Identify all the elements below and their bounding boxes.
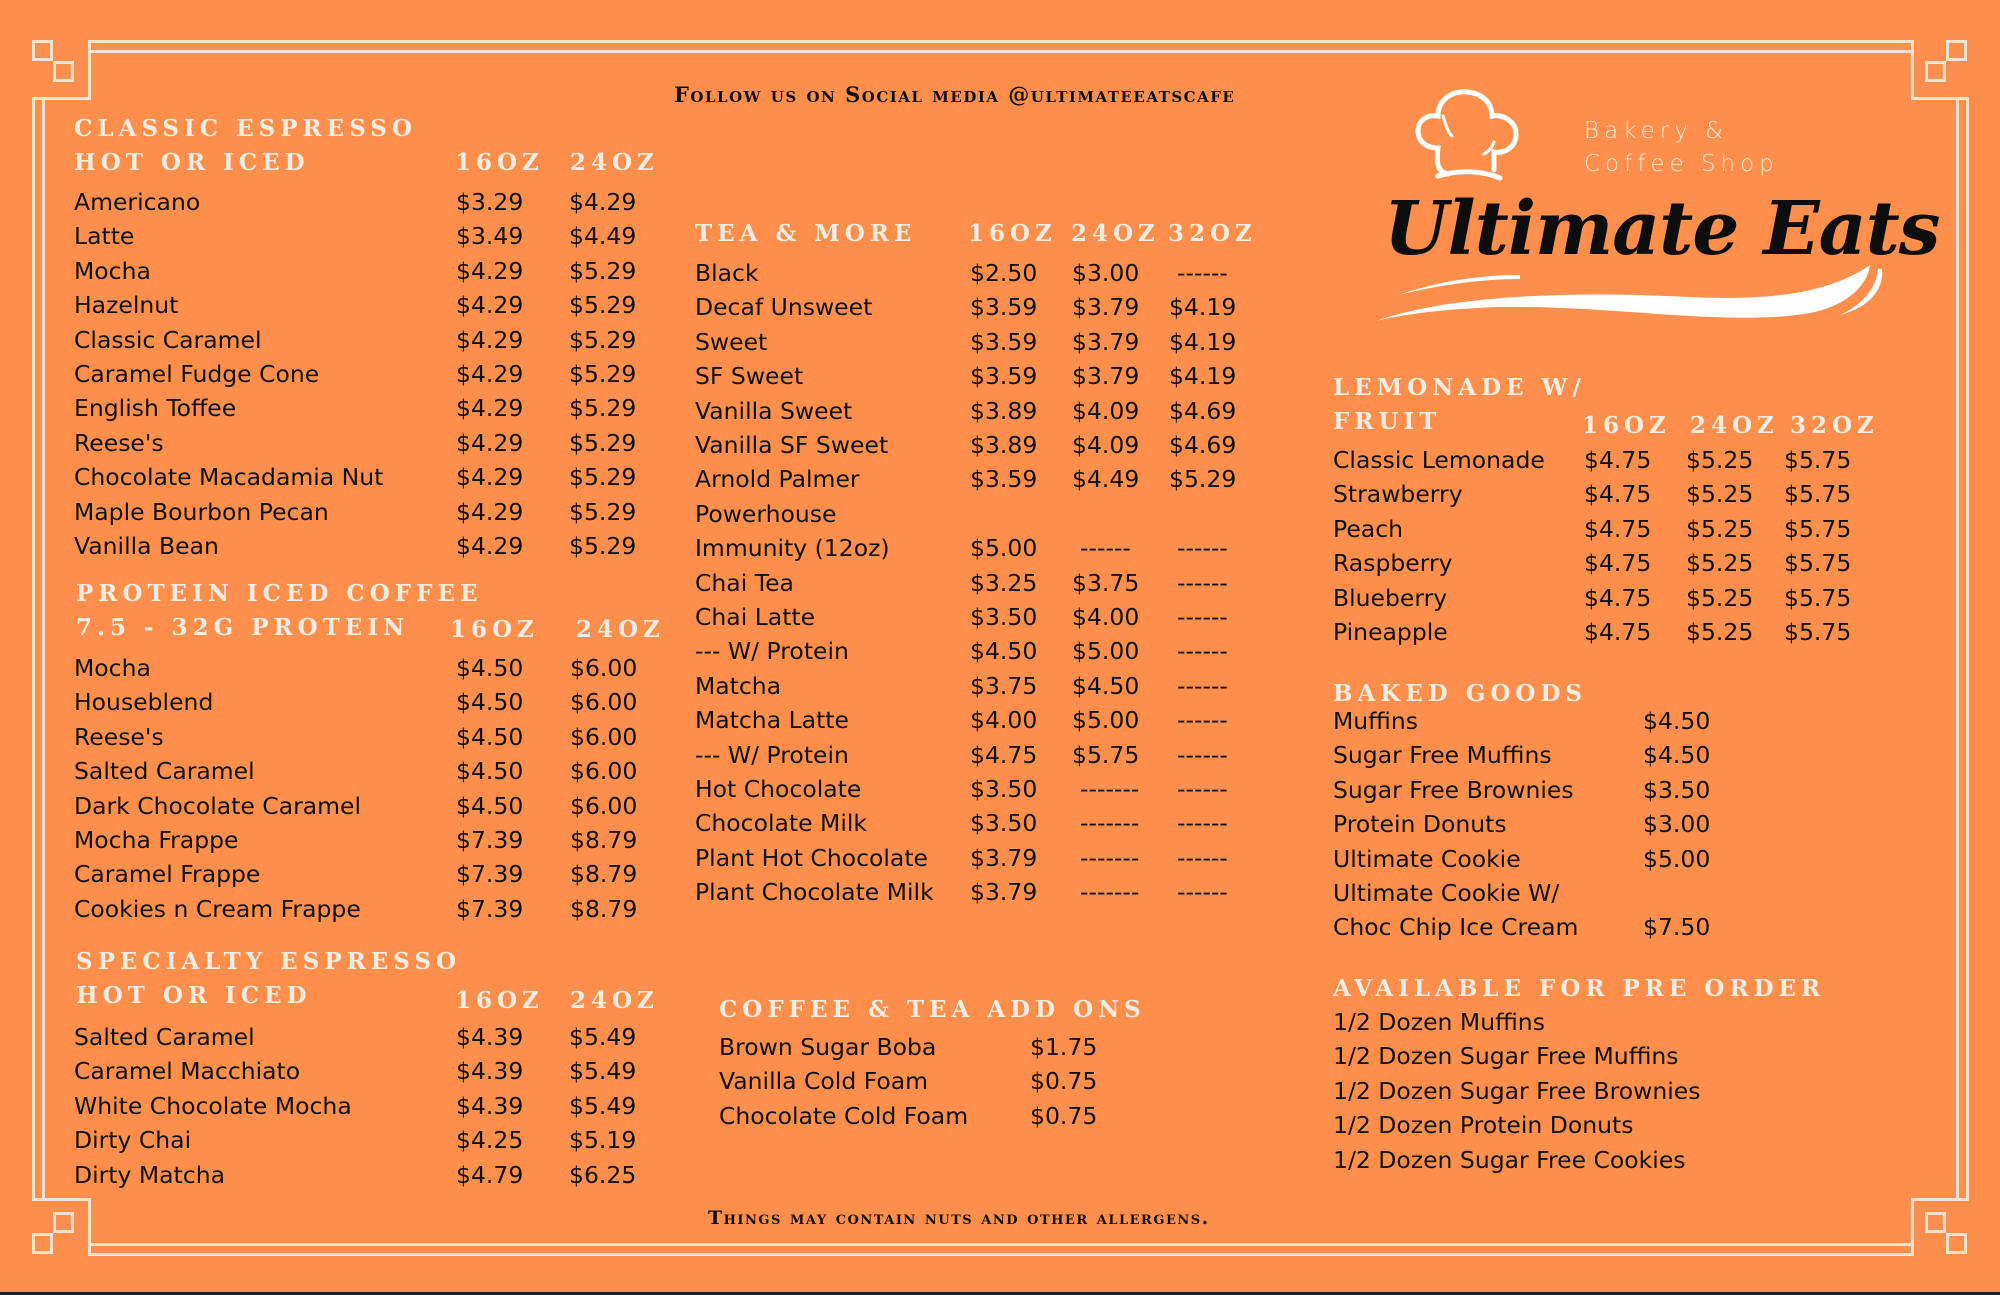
menu-item-price: $5.49 <box>569 1092 637 1120</box>
section-title: SPECIALTY ESPRESSO <box>76 948 462 975</box>
menu-item-price: $4.79 <box>456 1161 524 1189</box>
menu-item-price: $5.75 <box>1784 584 1852 612</box>
menu-item-name: Blueberry <box>1333 584 1448 612</box>
frame-left-inner <box>42 97 45 1199</box>
menu-item-price: ------ <box>1177 844 1228 872</box>
menu-item-price: $5.29 <box>569 257 637 285</box>
section-title: PROTEIN ICED COFFEE <box>76 580 483 607</box>
menu-item-price: $4.50 <box>1072 672 1140 700</box>
pre-order-item: 1/2 Dozen Sugar Free Muffins <box>1333 1042 1679 1070</box>
corner-square <box>1925 61 1946 82</box>
menu-item-name: Maple Bourbon Pecan <box>74 498 329 526</box>
menu-item-name: Vanilla SF Sweet <box>695 431 889 459</box>
section-title: COFFEE & TEA ADD ONS <box>719 996 1146 1023</box>
menu-item-price: $4.25 <box>456 1126 524 1154</box>
menu-item-price: $4.75 <box>1584 446 1652 474</box>
menu-item-price: $3.50 <box>970 809 1038 837</box>
menu-item-name: Plant Hot Chocolate <box>695 844 928 872</box>
size-header: 16OZ <box>1582 412 1671 439</box>
baked-good-price: $3.50 <box>1643 776 1711 804</box>
menu-item-price: $5.29 <box>569 532 637 560</box>
menu-item-price: $3.79 <box>1072 328 1140 356</box>
menu-item-price: $4.75 <box>1584 618 1652 646</box>
frame-left-outer <box>32 97 35 1199</box>
menu-item-price: $5.25 <box>1686 480 1754 508</box>
frame-corner-line <box>88 1198 91 1256</box>
menu-item-price: $8.79 <box>570 826 638 854</box>
baked-good-price: $3.00 <box>1643 810 1711 838</box>
pre-order-item: 1/2 Dozen Sugar Free Cookies <box>1333 1146 1686 1174</box>
menu-item-name: Hot Chocolate <box>695 775 862 803</box>
size-header: 32OZ <box>1168 220 1257 247</box>
tagline-line2: Coffee Shop <box>1584 151 1779 177</box>
add-on-name: Chocolate Cold Foam <box>719 1102 969 1130</box>
menu-item-name: Caramel Frappe <box>74 860 261 888</box>
menu-item-name: Mocha <box>74 654 151 682</box>
menu-item-price: $4.29 <box>569 188 637 216</box>
menu-item-price: $5.75 <box>1784 446 1852 474</box>
menu-item-price: $5.29 <box>1169 465 1237 493</box>
menu-item-price: $5.29 <box>569 498 637 526</box>
frame-corner-line <box>88 40 91 100</box>
menu-item-name: Sweet <box>695 328 768 356</box>
menu-item-name: Immunity (12oz) <box>695 534 890 562</box>
frame-corner-line <box>1911 1198 1969 1201</box>
menu-item-name: Salted Caramel <box>74 757 255 785</box>
menu-item-name: Chai Latte <box>695 603 816 631</box>
menu-item-price: $4.09 <box>1072 431 1140 459</box>
menu-item-price: $3.75 <box>1072 569 1140 597</box>
corner-square <box>53 1212 74 1233</box>
corner-square <box>1925 1212 1946 1233</box>
menu-item-price: $5.00 <box>1072 706 1140 734</box>
add-on-price: $1.75 <box>1030 1033 1098 1061</box>
menu-item-price: ------ <box>1177 878 1228 906</box>
frame-right-inner <box>1956 97 1959 1199</box>
menu-item-name: Chai Tea <box>695 569 794 597</box>
baked-good-price: $7.50 <box>1643 913 1711 941</box>
size-header: 32OZ <box>1790 412 1879 439</box>
menu-item-price: $5.29 <box>569 394 637 422</box>
size-header: 24OZ <box>576 616 665 643</box>
menu-item-price: $4.29 <box>456 360 524 388</box>
pre-order-item: 1/2 Dozen Muffins <box>1333 1008 1545 1036</box>
frame-corner-line <box>1911 97 1969 100</box>
menu-item-price: $4.49 <box>1072 465 1140 493</box>
menu-item-price: $3.79 <box>970 878 1038 906</box>
allergen-note: Things may contain nuts and other allergens. <box>708 1207 1210 1229</box>
corner-square <box>32 1233 53 1254</box>
baked-good-name: Protein Donuts <box>1333 810 1507 838</box>
menu-item-price: $4.29 <box>456 291 524 319</box>
pre-order-item: 1/2 Dozen Sugar Free Brownies <box>1333 1077 1701 1105</box>
menu-item-price: $4.69 <box>1169 397 1237 425</box>
menu-item-price: $4.49 <box>569 222 637 250</box>
section-subtitle: HOT OR ICED <box>74 149 310 176</box>
corner-square <box>32 40 53 61</box>
menu-item-name: --- W/ Protein <box>695 637 849 665</box>
menu-item-price: $4.00 <box>1072 603 1140 631</box>
menu-item-price: ------ <box>1177 672 1228 700</box>
menu-item-price: $4.50 <box>456 792 524 820</box>
menu-item-price: ------ <box>1177 259 1228 287</box>
menu-item-name: Chocolate Macadamia Nut <box>74 463 384 491</box>
menu-item-name: SF Sweet <box>695 362 804 390</box>
menu-item-price: $5.00 <box>970 534 1038 562</box>
menu-item-price: ------- <box>1080 844 1140 872</box>
section-title: LEMONADE W/ <box>1333 374 1586 401</box>
menu-item-price: $4.75 <box>1584 549 1652 577</box>
menu-item-price: $3.49 <box>456 222 524 250</box>
menu-item-price: $4.29 <box>456 394 524 422</box>
baked-good-name: Sugar Free Brownies <box>1333 776 1574 804</box>
menu-item-price: $4.29 <box>456 463 524 491</box>
section-title: TEA & MORE <box>695 220 917 247</box>
menu-item-name: Mocha Frappe <box>74 826 239 854</box>
menu-item-price: $3.79 <box>1072 362 1140 390</box>
social-media-handle: Follow us on Social media @ultimateeatscafe <box>674 82 1236 107</box>
menu-item-price: ------- <box>1080 809 1140 837</box>
size-header: 24OZ <box>570 987 659 1014</box>
frame-top-outer <box>88 40 1912 43</box>
frame-top-inner <box>88 50 1912 53</box>
menu-item-price: $4.09 <box>1072 397 1140 425</box>
menu-item-price: $3.25 <box>970 569 1038 597</box>
menu-item-price: ------ <box>1177 809 1228 837</box>
menu-item-price: ------ <box>1177 603 1228 631</box>
frame-bottom-inner <box>88 1243 1912 1246</box>
menu-item-price: $4.39 <box>456 1023 524 1051</box>
menu-item-name: Latte <box>74 222 135 250</box>
menu-item-name: Dirty Chai <box>74 1126 192 1154</box>
size-header: 16OZ <box>968 220 1057 247</box>
menu-item-price: $5.75 <box>1784 549 1852 577</box>
brand-name: Ultimate Eats <box>1384 186 1940 272</box>
menu-item-name: Vanilla Sweet <box>695 397 853 425</box>
menu-item-name: Decaf Unsweet <box>695 293 873 321</box>
section-subtitle: 7.5 - 32G PROTEIN <box>76 614 410 641</box>
menu-item-name: Caramel Macchiato <box>74 1057 301 1085</box>
menu-item-price: $7.39 <box>456 860 524 888</box>
menu-item-name: English Toffee <box>74 394 237 422</box>
menu-item-price: ------ <box>1080 534 1131 562</box>
menu-item-price: $5.25 <box>1686 584 1754 612</box>
menu-item-price: $3.59 <box>970 328 1038 356</box>
menu-item-price: $6.00 <box>570 792 638 820</box>
menu-item-price: $4.69 <box>1169 431 1237 459</box>
baked-good-price: $4.50 <box>1643 707 1711 735</box>
menu-item-name: Houseblend <box>74 688 214 716</box>
menu-item-name: Reese's <box>74 429 164 457</box>
menu-item-price: $5.49 <box>569 1023 637 1051</box>
frame-bottom-outer <box>88 1253 1912 1256</box>
section-title: BAKED GOODS <box>1333 680 1588 707</box>
menu-item-price: $3.79 <box>1072 293 1140 321</box>
menu-item-price: $3.89 <box>970 431 1038 459</box>
menu-item-price: $4.29 <box>456 498 524 526</box>
menu-item-price: $8.79 <box>570 895 638 923</box>
section-subtitle: FRUIT <box>1333 408 1442 435</box>
menu-item-price: $8.79 <box>570 860 638 888</box>
menu-item-price: $5.75 <box>1784 618 1852 646</box>
menu-item-price: $5.25 <box>1686 515 1754 543</box>
section-title: AVAILABLE FOR PRE ORDER <box>1333 975 1826 1002</box>
frame-right-outer <box>1966 97 1969 1199</box>
corner-square <box>1946 40 1967 61</box>
size-header: 24OZ <box>570 149 659 176</box>
menu-item-name: Chocolate Milk <box>695 809 867 837</box>
menu-item-name: Vanilla Bean <box>74 532 219 560</box>
menu-item-price: $4.39 <box>456 1092 524 1120</box>
menu-item-price: $4.00 <box>970 706 1038 734</box>
size-header: 16OZ <box>455 149 544 176</box>
size-header: 16OZ <box>455 987 544 1014</box>
size-header: 16OZ <box>450 616 539 643</box>
menu-item-price: $4.19 <box>1169 293 1237 321</box>
menu-item-price: $4.29 <box>456 257 524 285</box>
menu-item-price: $3.79 <box>970 844 1038 872</box>
baked-good-name: Ultimate Cookie W/ <box>1333 879 1560 907</box>
menu-item-price: $7.39 <box>456 826 524 854</box>
menu-item-price: $5.29 <box>569 360 637 388</box>
chef-hat-icon <box>1408 86 1528 186</box>
menu-item-price: $4.19 <box>1169 328 1237 356</box>
menu-item-price: $5.29 <box>569 326 637 354</box>
menu-item-price: $5.29 <box>569 463 637 491</box>
menu-item-name: Americano <box>74 188 201 216</box>
menu-item-name: --- W/ Protein <box>695 741 849 769</box>
baked-good-name: Muffins <box>1333 707 1419 735</box>
menu-item-name: Classic Caramel <box>74 326 262 354</box>
menu-item-price: $4.29 <box>456 429 524 457</box>
menu-item-price: $6.25 <box>569 1161 637 1189</box>
frame-corner-line <box>1911 40 1914 100</box>
menu-item-name: Classic Lemonade <box>1333 446 1545 474</box>
menu-item-price: $4.75 <box>1584 515 1652 543</box>
menu-item-price: $6.00 <box>570 757 638 785</box>
menu-item-price: $3.59 <box>970 293 1038 321</box>
section-subtitle: HOT OR ICED <box>76 982 312 1009</box>
corner-square <box>1946 1233 1967 1254</box>
menu-item-price: $5.25 <box>1686 446 1754 474</box>
add-on-name: Brown Sugar Boba <box>719 1033 937 1061</box>
menu-item-name: Caramel Fudge Cone <box>74 360 320 388</box>
menu-item-price: $4.50 <box>456 723 524 751</box>
menu-item-price: $5.75 <box>1784 515 1852 543</box>
frame-corner-line <box>32 97 91 100</box>
menu-item-name: Powerhouse <box>695 500 837 528</box>
menu-item-price: $4.50 <box>456 688 524 716</box>
menu-item-price: $3.89 <box>970 397 1038 425</box>
menu-item-price: $3.59 <box>970 362 1038 390</box>
corner-square <box>53 61 74 82</box>
menu-item-price: $3.29 <box>456 188 524 216</box>
baked-good-price: $4.50 <box>1643 741 1711 769</box>
menu-item-name: Matcha Latte <box>695 706 849 734</box>
menu-item-name: Dark Chocolate Caramel <box>74 792 362 820</box>
menu-item-price: $5.25 <box>1686 618 1754 646</box>
size-header: 24OZ <box>1071 220 1160 247</box>
menu-item-price: $7.39 <box>456 895 524 923</box>
menu-item-name: Black <box>695 259 759 287</box>
menu-item-price: $6.00 <box>570 688 638 716</box>
menu-item-price: $6.00 <box>570 654 638 682</box>
menu-item-name: Cookies n Cream Frappe <box>74 895 361 923</box>
menu-item-price: ------ <box>1177 741 1228 769</box>
frame-corner-line <box>32 1198 91 1201</box>
menu-item-price: ------ <box>1177 637 1228 665</box>
menu-item-name: Matcha <box>695 672 782 700</box>
menu-item-price: $6.00 <box>570 723 638 751</box>
section-title: CLASSIC ESPRESSO <box>74 115 417 142</box>
menu-item-name: Strawberry <box>1333 480 1463 508</box>
baked-good-name: Ultimate Cookie <box>1333 845 1521 873</box>
baked-good-name: Sugar Free Muffins <box>1333 741 1552 769</box>
size-header: 24OZ <box>1690 412 1779 439</box>
menu-item-price: ------- <box>1080 878 1140 906</box>
menu-item-price: $5.25 <box>1686 549 1754 577</box>
menu-item-price: $4.39 <box>456 1057 524 1085</box>
menu-item-price: $2.50 <box>970 259 1038 287</box>
pre-order-item: 1/2 Dozen Protein Donuts <box>1333 1111 1634 1139</box>
menu-item-name: Reese's <box>74 723 164 751</box>
menu-item-name: Raspberry <box>1333 549 1453 577</box>
menu-item-name: White Chocolate Mocha <box>74 1092 352 1120</box>
add-on-price: $0.75 <box>1030 1067 1098 1095</box>
menu-item-name: Salted Caramel <box>74 1023 255 1051</box>
menu-item-price: $4.75 <box>1584 480 1652 508</box>
baked-good-price: $5.00 <box>1643 845 1711 873</box>
menu-item-price: $3.75 <box>970 672 1038 700</box>
menu-item-price: ------ <box>1177 569 1228 597</box>
menu-item-price: $5.19 <box>569 1126 637 1154</box>
menu-item-price: $3.50 <box>970 603 1038 631</box>
menu-item-price: $5.75 <box>1072 741 1140 769</box>
menu-item-name: Hazelnut <box>74 291 179 319</box>
baked-good-name: Choc Chip Ice Cream <box>1333 913 1579 941</box>
menu-item-price: ------ <box>1177 534 1228 562</box>
menu-item-price: ------- <box>1080 775 1140 803</box>
menu-item-price: $4.19 <box>1169 362 1237 390</box>
menu-item-price: $5.00 <box>1072 637 1140 665</box>
menu-item-name: Dirty Matcha <box>74 1161 225 1189</box>
menu-item-price: ------ <box>1177 775 1228 803</box>
menu-item-price: $4.50 <box>970 637 1038 665</box>
add-on-name: Vanilla Cold Foam <box>719 1067 929 1095</box>
menu-item-price: $3.59 <box>970 465 1038 493</box>
menu-item-price: $4.50 <box>456 654 524 682</box>
frame-corner-line <box>1911 1198 1914 1256</box>
menu-item-price: $5.49 <box>569 1057 637 1085</box>
menu-item-name: Peach <box>1333 515 1404 543</box>
swoosh-icon <box>1370 255 1915 330</box>
menu-item-price: $5.29 <box>569 291 637 319</box>
menu-item-price: ------ <box>1177 706 1228 734</box>
menu-item-name: Mocha <box>74 257 151 285</box>
menu-item-price: $4.50 <box>456 757 524 785</box>
menu-item-price: $4.29 <box>456 326 524 354</box>
tagline-line1: Bakery & <box>1584 118 1729 144</box>
menu-item-price: $4.75 <box>1584 584 1652 612</box>
menu-item-price: $3.50 <box>970 775 1038 803</box>
menu-item-price: $4.29 <box>456 532 524 560</box>
add-on-price: $0.75 <box>1030 1102 1098 1130</box>
menu-item-name: Pineapple <box>1333 618 1448 646</box>
menu-item-price: $3.00 <box>1072 259 1140 287</box>
menu-item-price: $4.75 <box>970 741 1038 769</box>
menu-item-name: Plant Chocolate Milk <box>695 878 934 906</box>
menu-item-price: $5.29 <box>569 429 637 457</box>
menu-item-price: $5.75 <box>1784 480 1852 508</box>
menu-item-name: Arnold Palmer <box>695 465 860 493</box>
